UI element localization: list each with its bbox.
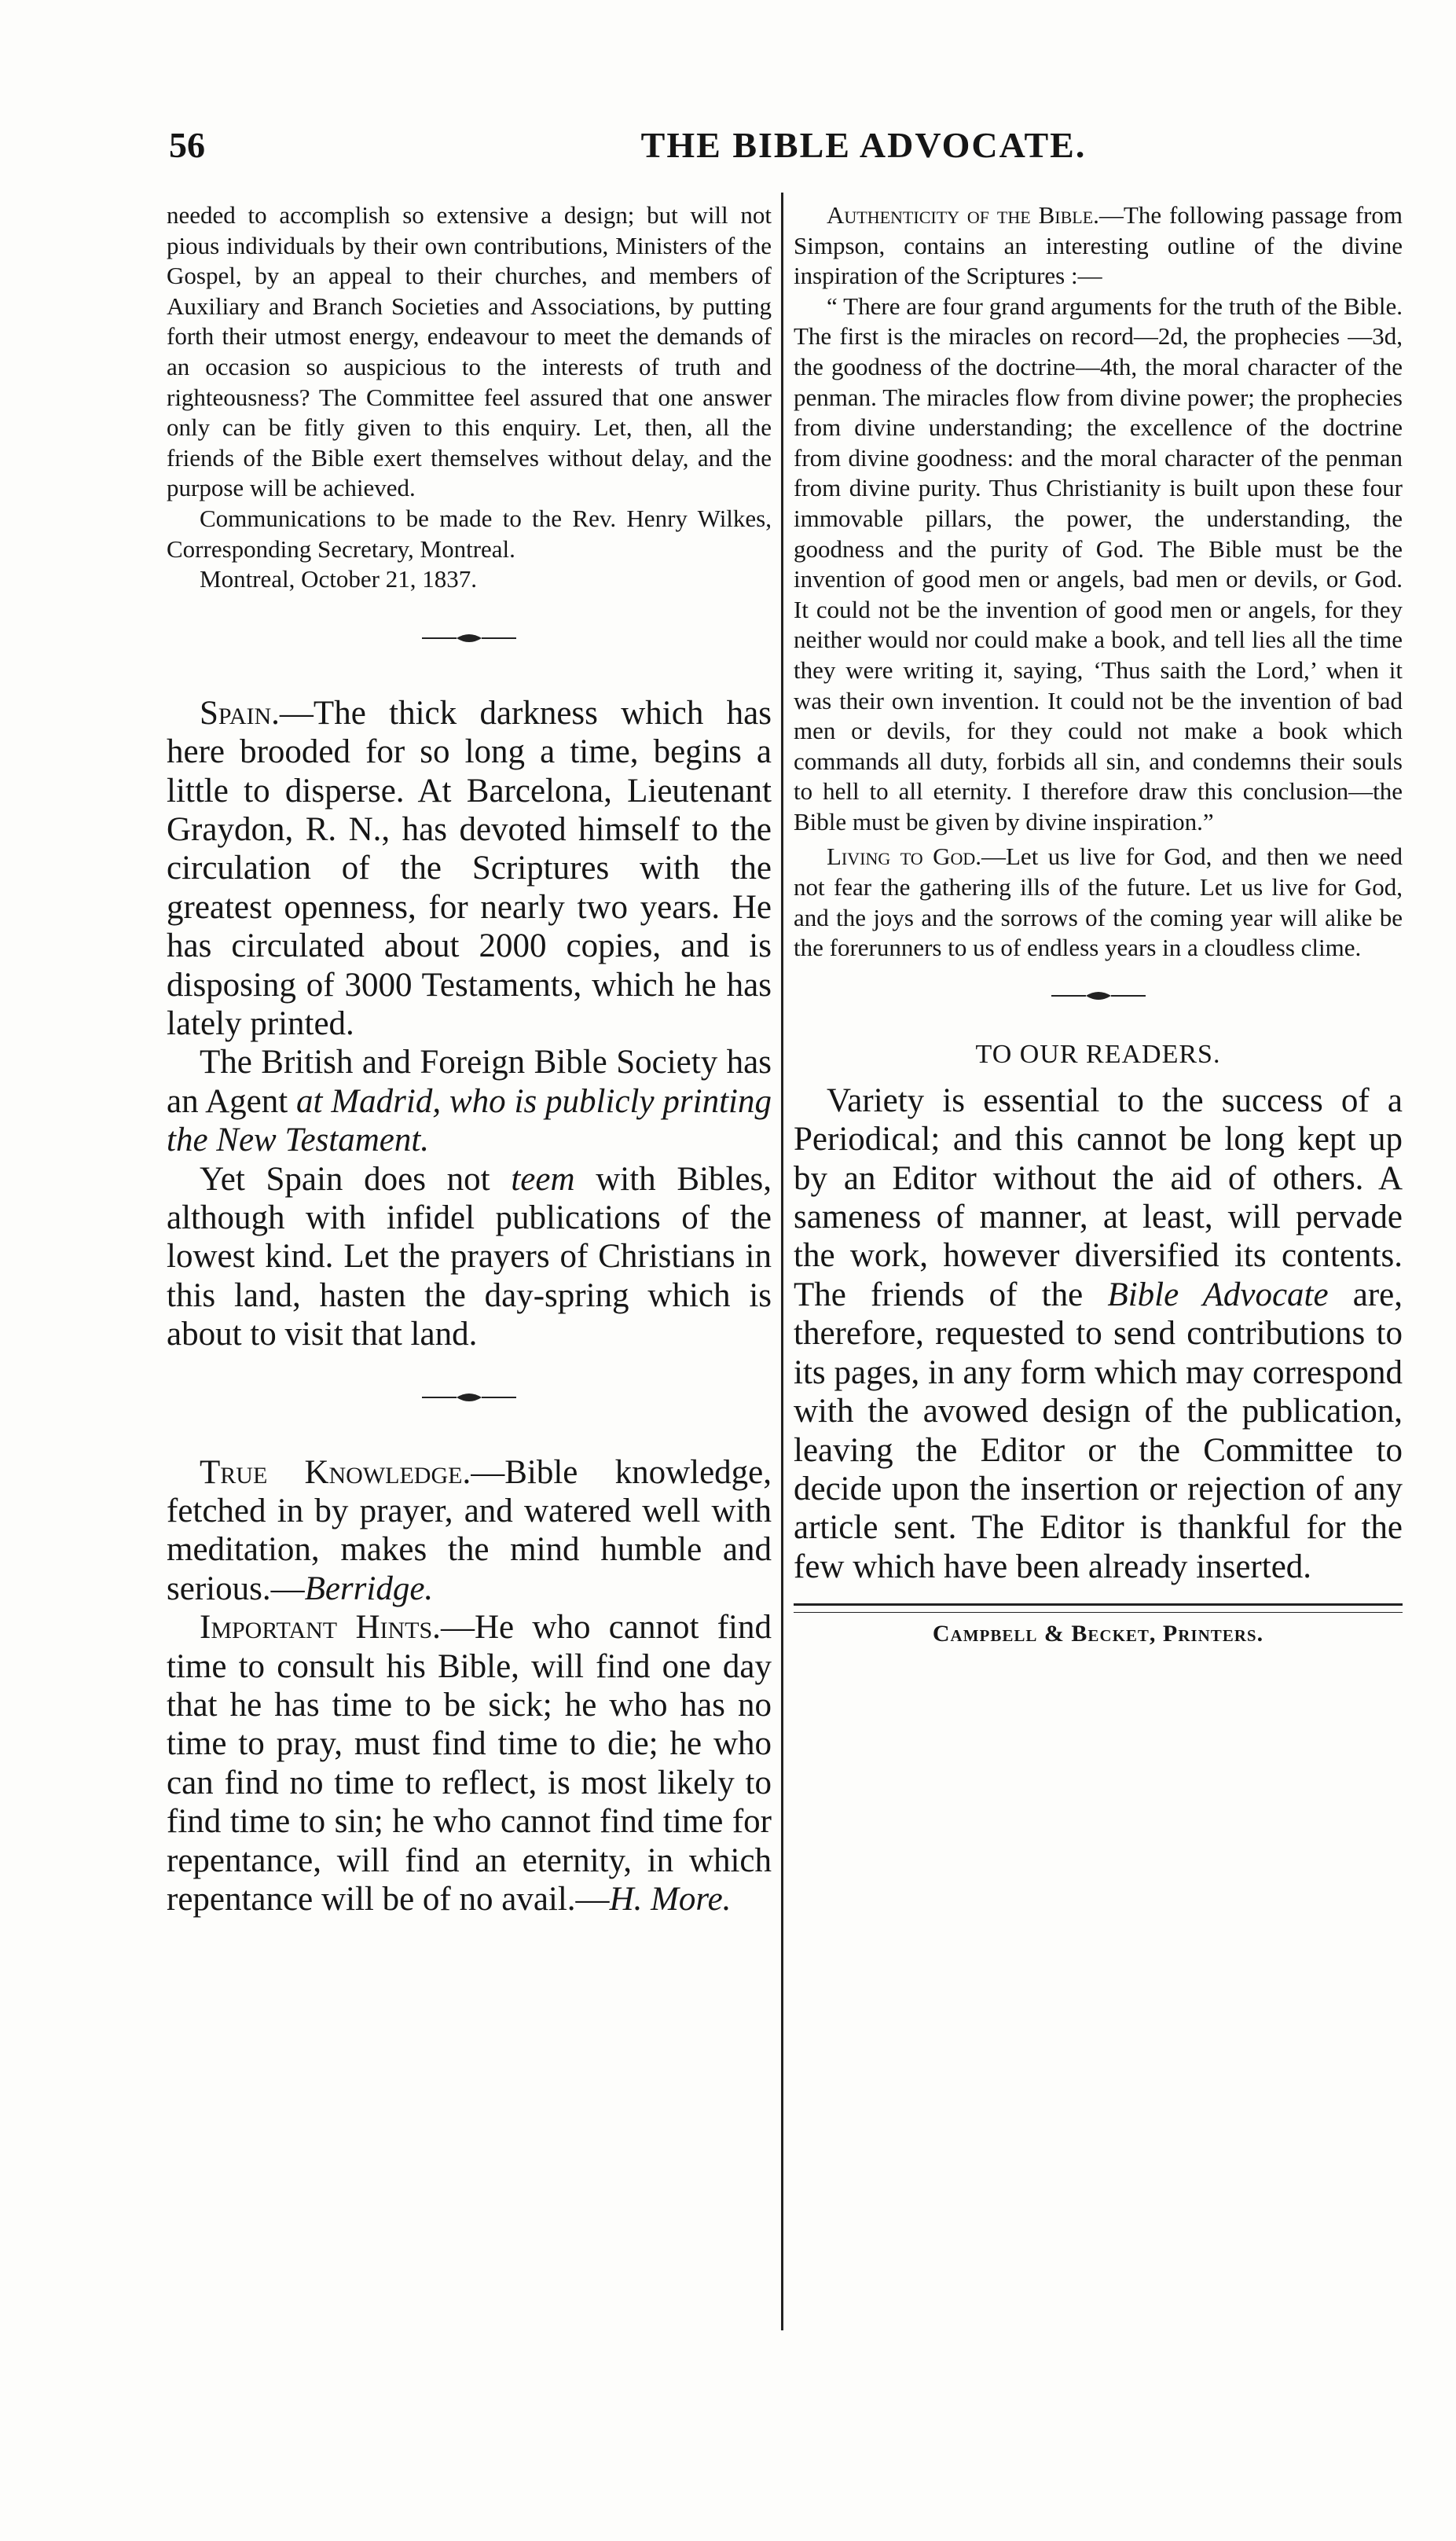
dateline: Montreal, October 21, 1837. xyxy=(200,565,477,593)
column-rule xyxy=(781,193,783,2330)
printers-imprint: Campbell & Becket, Printers. xyxy=(932,1621,1264,1647)
true-knowledge-paragraph xyxy=(167,1453,772,1609)
true-knowledge-text: —Bible knowledge, fetched in by prayer, and watered well with meditation, makes the mind humble and serious.— xyxy=(167,1453,772,1607)
important-hints-paragraph xyxy=(167,1608,772,1919)
communications-note: Communications to be made to the Rev. Henry Wilkes, Corresponding Secretary, Montreal. xyxy=(167,504,772,563)
living-to-god-paragraph xyxy=(794,842,1403,963)
readers-text-start: Variety is essential to the success of a Periodical; and this cannot be long kept up by an Editor without the aid of others. A sameness of manner, at least, will pervade the work, however diversified its contents. The friends of the xyxy=(794,1081,1403,1313)
bible-society-paragraph xyxy=(167,1043,772,1159)
footer-double-rule xyxy=(794,1603,1403,1613)
readers-text-italic: Bible Advocate xyxy=(1107,1276,1329,1313)
true-knowledge-attribution: Berridge. xyxy=(304,1570,434,1607)
bible-society-italic: at Madrid, who is publicly printing the New Testament. xyxy=(167,1082,772,1159)
ornament-rule-icon xyxy=(422,630,516,646)
living-to-god-text: —Let us live for God, and then we need not fear the gathering ills of the future. Let us live for God, and the joys and the sorrows of the coming year will alike be the forerunners to us of endless years in a cloudless clime. xyxy=(794,843,1403,962)
spain-bibles-paragraph xyxy=(167,1160,772,1354)
authenticity-lead: Authenticity of the Bible. xyxy=(827,201,1099,229)
bible-society-text: The British and Foreign Bible Society has an Agent xyxy=(167,1044,772,1120)
authenticity-intro: —The following passage from Simpson, contains an interesting outline of the divine inspiration of the Scriptures :— xyxy=(794,201,1403,290)
ornament-rule-icon xyxy=(422,1390,516,1405)
important-hints-attribution: H. More. xyxy=(609,1881,732,1919)
section-heading: TO OUR READERS. xyxy=(975,1039,1221,1069)
running-title: THE BIBLE ADVOCATE. xyxy=(640,125,1087,165)
spain-paragraph xyxy=(167,694,772,1044)
true-knowledge-lead: True Knowledge. xyxy=(200,1453,471,1491)
spain-lead: Spain. xyxy=(200,694,280,732)
page-header xyxy=(161,118,1346,173)
ornament-rule-icon xyxy=(1051,988,1146,1004)
readers-text-end: are, therefore, requested to send contributions to its pages, in any form which may correspond with the avowed design of the publication, leaving the Editor or the Committee to decide upon the insertion or rejection of any article sent. The Editor is thankful for the few which have been already inserted. xyxy=(794,1276,1403,1585)
spain-text: —The thick darkness which has here brooded for so long a time, begins a little to disperse. At Barcelona, Lieutenant Graydon, R. N., has devoted himself to the circulation of the Scriptures with the greatest openness, for nearly two years. He has circulated about 2000 copies, and is disposing of 3000 Testaments, which he has lately printed. xyxy=(167,694,772,1042)
section-ornament xyxy=(794,978,1403,1025)
section-ornament xyxy=(167,620,772,667)
continued-paragraph: needed to accomplish so extensive a design; but will not pious individuals by their own contributions, Ministers of the Gospel, by an appeal to their churches, and members of Auxiliary and Branch Societies and Associations, by putting forth their utmost energy, endeavour to meet the demands of an occasion so auspicious to the interests of truth and righteousness? The Committee feel assured that one answer only can be fitly given to this enquiry. Let, then, all the friends of the Bible exert themselves without delay, and the purpose will be achieved. xyxy=(167,201,772,502)
right-column xyxy=(794,200,1403,1647)
authenticity-quote: “ There are four grand arguments for the truth of the Bible. The first is the miracles on record—2d, the prophecies —3d, the goodness of the doctrine—4th, the moral character of the penman. The miracles flow from divine power; the prophecies from divine understanding; the excellence of the doctrine from divine goodness: and the moral character of the penman from divine purity. Thus Christianity is built upon these four immovable pillars, the power, the understanding, the goodness and the purity of God. The Bible must be the invention of good men or angels, bad men or devils, or God. It could not be the invention of good men or angels, for they neither would nor could make a book, and tell lies all the time they were writing it, saying, ‘Thus saith the Lord,’ when it was their own invention. It could not be the invention of bad men or devils, for they could not make a book which commands all duty, forbids all sin, and condemns their souls to hell to all eternity. I therefore draw this conclusion—the Bible must be given by divine inspiration.” xyxy=(794,292,1403,835)
living-to-god-lead: Living to God. xyxy=(827,843,981,871)
spain-bibles-end: with Bibles, although with infidel publications of the lowest kind. Let the prayers of Christians in this land, hasten the day-spring which is about to visit that land. xyxy=(167,1160,772,1353)
spain-bibles-italic: teem xyxy=(511,1160,575,1198)
page-number: 56 xyxy=(169,125,205,165)
section-ornament xyxy=(167,1379,772,1427)
spain-bibles-start: Yet Spain does not xyxy=(200,1160,490,1198)
authenticity-paragraph xyxy=(794,200,1403,292)
to-our-readers-paragraph xyxy=(794,1081,1403,1586)
important-hints-lead: Important Hints. xyxy=(200,1609,441,1647)
left-column xyxy=(167,200,772,1919)
important-hints-text: —He who cannot find time to consult his Bible, will find one day that he has time to be sick; he who has no time to pray, must find time to die; he who can find no time to reflect, is most likely to find time to sin; he who cannot find time for repentance, will find an eternity, in which repentance will be of no avail.— xyxy=(167,1609,772,1919)
